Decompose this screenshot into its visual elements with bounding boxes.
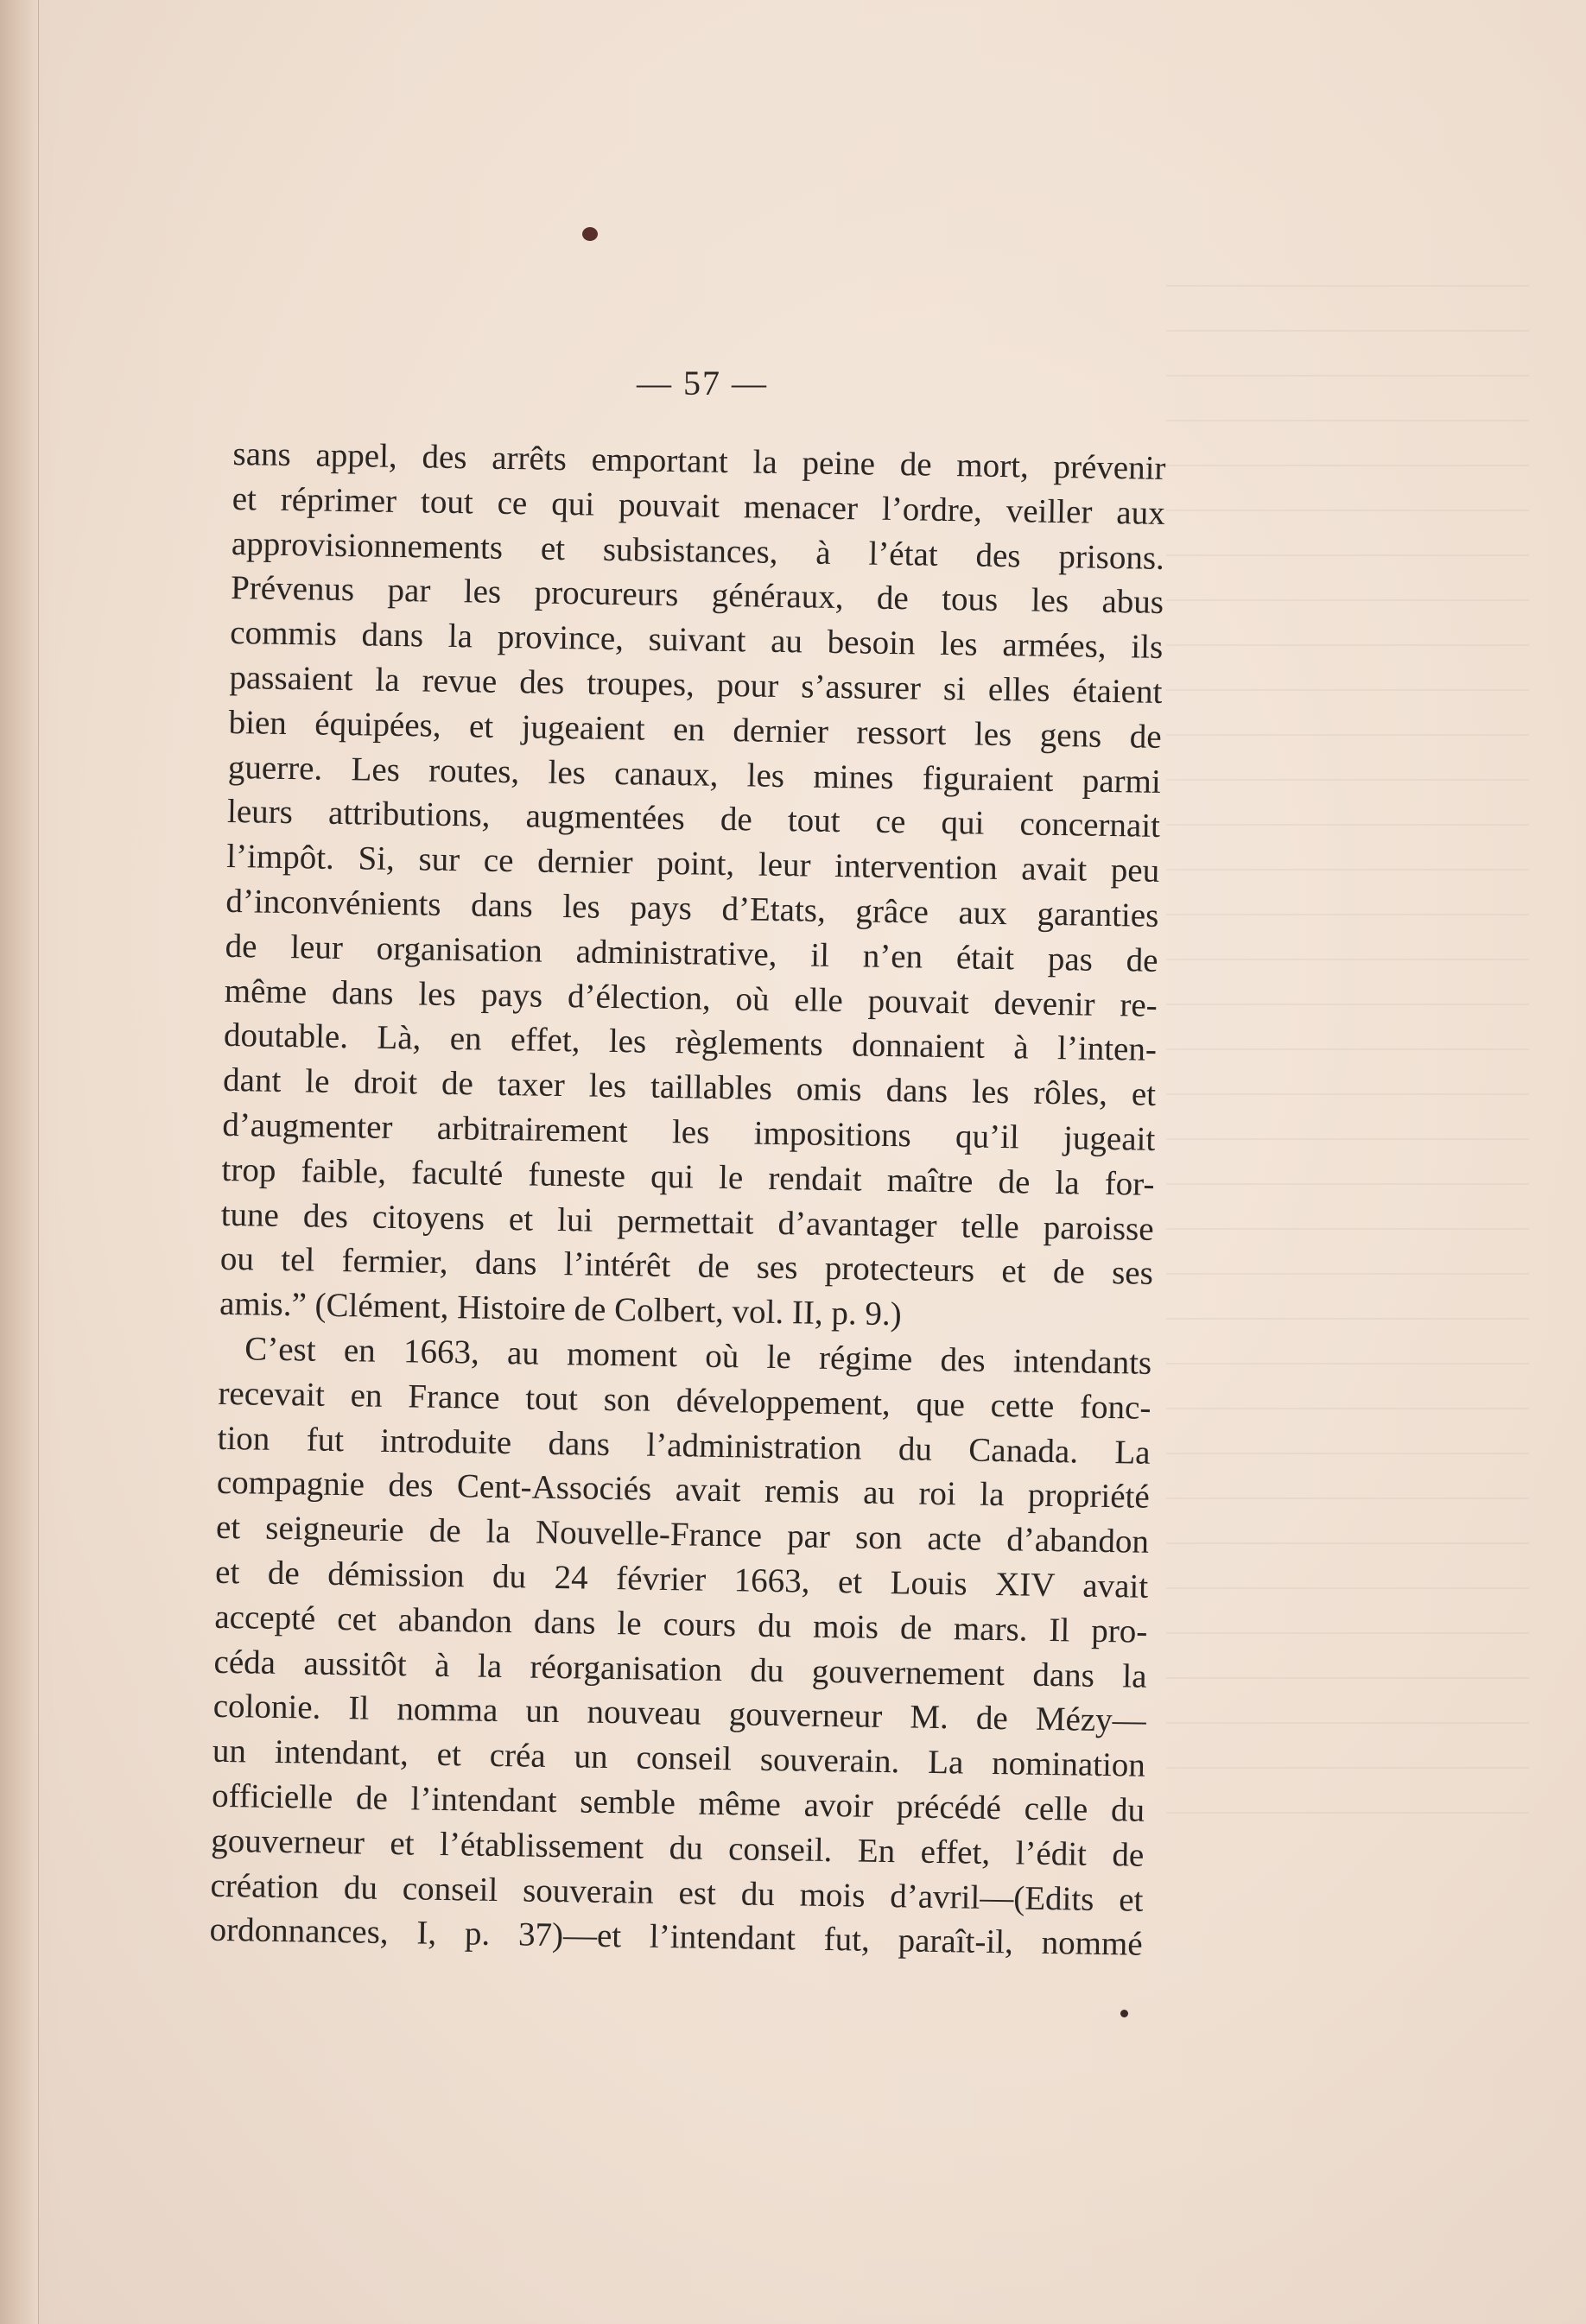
text-line: dant le droit de taxer les taillables omis dans les rôles, et [222,1061,1157,1114]
paragraph-2 [209,1327,1151,1967]
text-line: et de démission du 24 février 1663, et Louis XIV avait [214,1553,1149,1605]
text-line: commis dans la province, suivant au besoin les armées, ils [230,614,1164,667]
text-line: tune des citoyens et lui permettait d’avantager telle paroisse [220,1195,1154,1248]
text-line: sans appel, des arrêts emportant la peine de mort, prévenir [232,434,1166,487]
text-line: d’inconvénients dans les pays d’Etats, grâce aux garanties [225,882,1159,934]
page-number: — 57 — [637,364,768,402]
text-line: création du conseil souverain est du mois d’avril—(Edits et [210,1866,1144,1919]
text-line: bien équipées, et jugeaient en dernier ressort les gens de [228,703,1162,756]
ink-spot-top [582,227,598,241]
text-line: guerre. Les routes, les canaux, les mines figuraient parmi [227,748,1162,801]
text-line: officielle de l’intendant semble même avoir précédé celle du [211,1776,1145,1829]
text-line: céda aussitôt à la réorganisation du gouvernement dans la [213,1643,1147,1695]
text-line: amis.” (Clément, Histoire de Colbert, vol. II, p. 9.) [219,1285,902,1333]
text-line: doutable. Là, en effet, les règlements donnaient à l’inten- [223,1016,1158,1069]
text-line: même dans les pays d’élection, où elle pouvait devenir re- [224,972,1158,1024]
text-line: leurs attributions, augmentées de tout ce qui concernait [226,793,1161,845]
text-line: approvisionnements et subsistances, à l’état des prisons. [231,524,1165,577]
text-line: et réprimer tout ce qui pouvait menacer l’ordre, veiller aux [232,479,1165,532]
text-line: accepté cet abandon dans le cours du mois de mars. Il pro- [214,1598,1148,1650]
binding-gutter [0,0,39,2324]
text-line: C’est en 1663, au moment où le régime des intendants [244,1330,1152,1382]
text-line: ordonnances, I, p. 37)—et l’intendant fut, paraît-il, nommé [209,1911,1143,1964]
text-line: colonie. Il nomma un nouveau gouverneur M. de Mézy— [213,1688,1147,1740]
text-line: gouverneur et l’établissement du conseil. En effet, l’édit de [211,1821,1145,1874]
paragraph-1 [219,432,1166,1341]
text-line: et seigneurie de la Nouvelle-France par son acte d’abandon [215,1508,1150,1561]
text-line: un intendant, et créa un conseil souverain. La nomination [212,1732,1146,1784]
text-line: trop faible, faculté funeste qui le rendait maître de la for- [221,1150,1155,1203]
text-line: de leur organisation administrative, il n’en était pas de [225,927,1158,979]
text-line: l’impôt. Si, sur ce dernier point, leur intervention avait peu [225,838,1160,890]
show-through-text [1166,259,1529,1814]
text-line: passaient la revue des troupes, pour s’assurer si elles étaient [229,658,1163,711]
body-text [209,432,1166,1967]
text-line: ou tel fermier, dans l’intérêt de ses protecteurs et de ses [219,1240,1154,1293]
text-line: d’augmenter arbitrairement les impositions qu’il jugeait [222,1105,1156,1158]
text-line: Prévenus par les procureurs généraux, de tous les abus [230,569,1164,622]
ink-spot-bottom [1120,2010,1128,2017]
text-line: recevait en France tout son développement, que cette fonc- [218,1374,1151,1427]
text-line: tion fut introduite dans l’administration du Canada. La [217,1419,1151,1472]
text-line: compagnie des Cent-Associés avait remis au roi la propriété [216,1464,1151,1517]
